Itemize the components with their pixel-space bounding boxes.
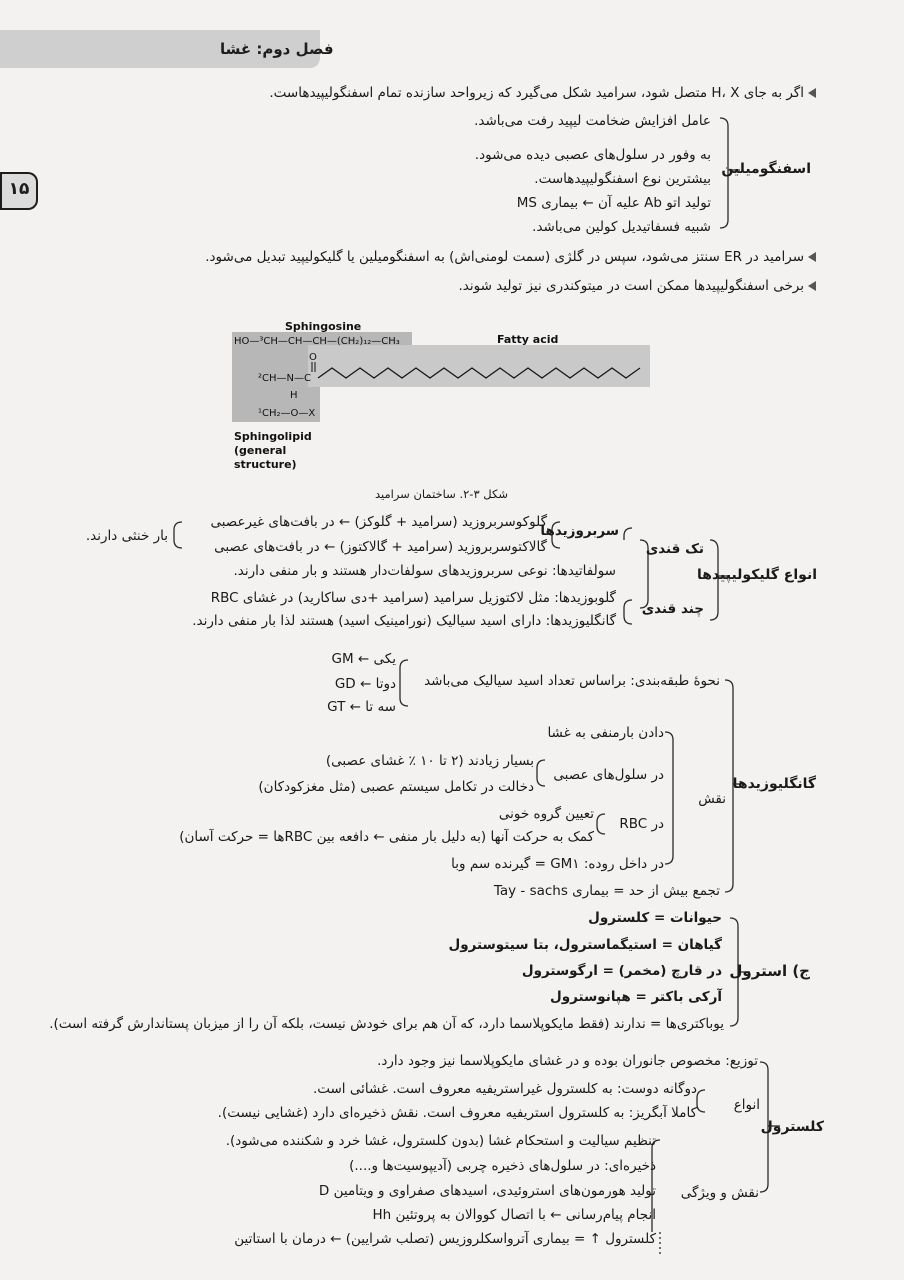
monosaccharide-label: تک قندی	[645, 541, 704, 557]
cholesterol-distribution: توزیع: مخصوص جانوران بوده و در غشای مایکوپلاسما نیز وجود دارد.	[377, 1053, 758, 1069]
sterol-label: ج) استرول	[729, 962, 810, 980]
cholesterol-role: کلسترول ↑ = بیماری آترواسکلروزیس (تصلب شرایین) ← درمان با استاتین	[234, 1231, 656, 1247]
sphingomyelin-item: بیشترین نوع اسفنگولیپیدهاست.	[534, 171, 711, 187]
rbc-role: در RBC	[619, 816, 664, 832]
role-label: نقش	[698, 791, 726, 807]
ceramide-note: سرامید در ER سنتز می‌شود، سپس در گلژی (سمت لومنی‌اش) به اسفنگومیلین یا گلیکولیپید تبدیل می‌شود.	[205, 249, 804, 265]
bullet-icon	[808, 88, 816, 98]
galactocerebroside: گالاکتوسربروزید (سرامید + گالاکتوز) ← در بافت‌های عصبی	[214, 539, 547, 555]
fatty-acid-label: Fatty acid	[497, 333, 559, 346]
sterol-archaea: آرکی باکتر = هپانوسترول	[550, 989, 722, 1005]
gm-class: GM ← یکی	[331, 651, 396, 667]
sterol-bacteria: یوباکتری‌ها = ندارند (فقط مایکوپلاسما دارد، که آن هم برای خودش نیست، بلکه آن را از میزبان پستاندارش گرفته است).	[49, 1016, 724, 1032]
ceramide-definition: اگر به جای H، X متصل شود، سرامید شکل می‌گیرد که زیرواحد سازنده تمام اسفنگولیپیدهاست.	[269, 85, 804, 101]
sphingosine-chain: HO—³CH—CH—CH—(CH₂)₁₂—CH₃	[234, 336, 400, 347]
oxygen-label: O	[309, 352, 317, 363]
sulfatides: سولفاتیدها: نوعی سربروزیدهای سولفات‌دار هستند و بار منفی دارند.	[233, 563, 616, 579]
bullet-icon	[808, 281, 816, 291]
role-negative-charge: دادن بارمنفی به غشا	[547, 725, 664, 741]
rbc-detail: کمک به حرکت آنها (به دلیل بار منفی ← دافعه بین RBCها = حرکت آسان)	[179, 829, 594, 845]
sphingosine-label: Sphingosine	[285, 320, 362, 333]
c1-label: ¹CH₂—O—X	[258, 408, 316, 419]
cholesterol-role: انجام پیام‌رسانی ← با اتصال کووالان به پروتئین Hh	[372, 1207, 656, 1223]
gangliosides-note: گانگلیوزیدها: دارای اسید سیالیک (نورامینیک اسید) هستند لذا بار منفی دارند.	[192, 613, 616, 629]
hydrogen-label: H	[290, 390, 298, 401]
sterol-fungi: در قارچ (مخمر) = ارگوسترول	[521, 963, 722, 979]
page-number: ۱۵	[8, 179, 30, 199]
types-label: انواع	[733, 1097, 760, 1113]
figure-caption: شکل ۳-۲. ساختمان سرامید	[374, 487, 508, 501]
classification: نحوهٔ طبقه‌بندی: براساس تعداد اسید سیالیک می‌باشد	[424, 673, 720, 689]
bullet-icon	[808, 252, 816, 262]
gd-class: GD ← دوتا	[334, 676, 396, 692]
neutral-charge-note: بار خنثی دارند.	[85, 528, 168, 544]
fatty-acid-chain	[310, 360, 650, 390]
mitochondria-note: برخی اسفنگولیپیدها ممکن است در میتوکندری نیز تولید شوند.	[458, 278, 804, 294]
chapter-title: فصل دوم: غشا	[220, 40, 334, 58]
amphipathic-cholesterol: دوگانه دوست: به کلسترول غیراستریفیه معروف است. غشائی است.	[312, 1081, 697, 1097]
tay-sachs: تجمع بیش از حد = بیماری Tay - sachs	[493, 883, 720, 899]
sphingolipid-caption: Sphingolipid (general structure)	[234, 430, 312, 471]
gut-role: در داخل روده: GM۱ = گیرنده سم وبا	[451, 856, 664, 872]
sterol-animals: حیوانات = کلسترول	[588, 910, 722, 926]
c2-label: ²CH—N—C	[258, 373, 311, 384]
glycolipids-label: انواع گلیکولیپیدها	[696, 567, 817, 583]
cholesterol-label: کلسترول	[760, 1119, 824, 1135]
neuron-role: در سلول‌های عصبی	[553, 767, 664, 783]
gt-class: GT ← سه تا	[327, 699, 396, 715]
gangliosides-label: گانگلیوزیدها	[732, 776, 816, 792]
glucocerebroside: گلوکوسربروزید (سرامید + گلوکز) ← در بافت‌های غیرعصبی	[210, 514, 547, 530]
globosides: گلوبوزیدها: مثل لاکتوزیل سرامید (سرامید +دی ساکارید) در غشای RBC	[210, 590, 616, 606]
sphingomyelin-item: عامل افزایش ضخامت لیپید رفت می‌باشد.	[474, 113, 711, 129]
cerebrosides-label: سربروزیدها	[540, 523, 619, 539]
sterol-plants: گیاهان = استیگماسترول، بتا سیتوسترول	[448, 937, 722, 953]
cholesterol-role: تولید هورمون‌های استروئیدی، اسیدهای صفراوی و ویتامین D	[318, 1183, 656, 1199]
sphingomyelin-item: تولید اتو Ab علیه آن ← بیماری MS	[516, 195, 711, 211]
esterified-cholesterol: کاملا آبگریز: به کلسترول استریفیه معروف است. نقش ذخیره‌ای دارد (غشایی نیست).	[217, 1105, 697, 1121]
sphingomyelin-item: به وفور در سلول‌های عصبی دیده می‌شود.	[474, 147, 711, 163]
rbc-detail: تعیین گروه خونی	[498, 806, 594, 822]
neuron-detail: بسیار زیادند (۲ تا ۱۰ ٪ غشای عصبی)	[325, 753, 534, 769]
neuron-detail: دخالت در تکامل سیستم عصبی (مثل مغزکودکان)	[258, 779, 534, 795]
cholesterol-role: تنظیم سیالیت و استحکام غشا (بدون کلسترول، غشا خرد و شکننده می‌شود).	[225, 1133, 656, 1149]
cholesterol-role: ذخیره‌ای: در سلول‌های ذخیره چربی (آدیپوسیت‌ها و....)	[349, 1158, 656, 1174]
sphingomyelin-label: اسفنگومیلین	[721, 161, 811, 177]
roles-label: نقش و ویژگی	[680, 1185, 759, 1201]
bleed-through-text: ‌ ‌ ‌ ‌ ‌ ‌ ‌ ‌ ‌	[430, 150, 464, 165]
sphingomyelin-item: شبیه فسفاتیدیل کولین می‌باشد.	[532, 219, 711, 235]
polysaccharide-label: چند قندی	[641, 601, 704, 617]
